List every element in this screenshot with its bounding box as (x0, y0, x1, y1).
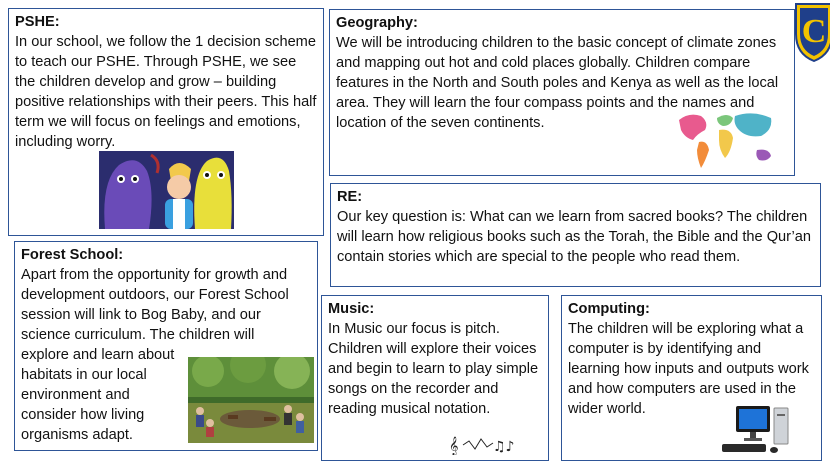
pshe-panel (8, 8, 324, 236)
music-title: Music: (328, 301, 375, 317)
computing-panel (561, 295, 822, 461)
re-panel (330, 183, 821, 287)
geography-text: We will be introducing children to the basic concept of climate zones and mapping out hot and cold places globally. Children compare features in the North and South poles and Kenya as well as the local area. They will learn the four compass points and the names and location of the seven continents. (336, 35, 779, 131)
music-text: In Music our focus is pitch. Children will explore their voices and begin to learn to play simple songs on the recorder and reading musical notation. (328, 321, 539, 417)
forest-school-title: Forest School: (21, 247, 124, 263)
pshe-title: PSHE: (15, 14, 60, 30)
forest-school-text-continued: explore and learn about habitats in our local environment and consider how living organisms adapt. (21, 347, 175, 443)
music-panel (321, 295, 549, 461)
svg-text:C: C (801, 13, 827, 50)
pshe-text: In our school, we follow the 1 decision scheme to teach our PSHE. Through PSHE, we see the children develop and grow – building positive relationships with their peers. This half term we will focus on feelings and emotions, including worry. (15, 34, 317, 150)
geography-title: Geography: (336, 15, 418, 31)
computer-icon (720, 404, 792, 456)
geography-panel (329, 9, 795, 176)
re-text: Our key question is: What can we learn from sacred books? The children will learn how religious books such as the Torah, the Bible and the Qur’an contain stories which are special to the people who read them. (337, 209, 812, 265)
world-map-illustration (675, 110, 777, 170)
school-logo (794, 0, 830, 62)
svg-text:♫♪: ♫♪ (493, 439, 515, 455)
music-notes-icon (449, 435, 519, 455)
computing-title: Computing: (568, 301, 650, 317)
forest-school-panel (14, 241, 318, 451)
forest-school-text: Apart from the opportunity for growth and development outdoors, our Forest School session will link to Bog Baby, and our science curriculum. The children will (21, 267, 289, 343)
svg-text:𝄞: 𝄞 (449, 436, 459, 455)
forest-school-photo (188, 357, 314, 443)
pshe-feelings-illustration (99, 151, 234, 229)
computing-text: The children will be exploring what a computer is by identifying and learning how inputs and outputs work and how computers are used in the wider world. (568, 321, 809, 417)
re-title: RE: (337, 189, 363, 205)
